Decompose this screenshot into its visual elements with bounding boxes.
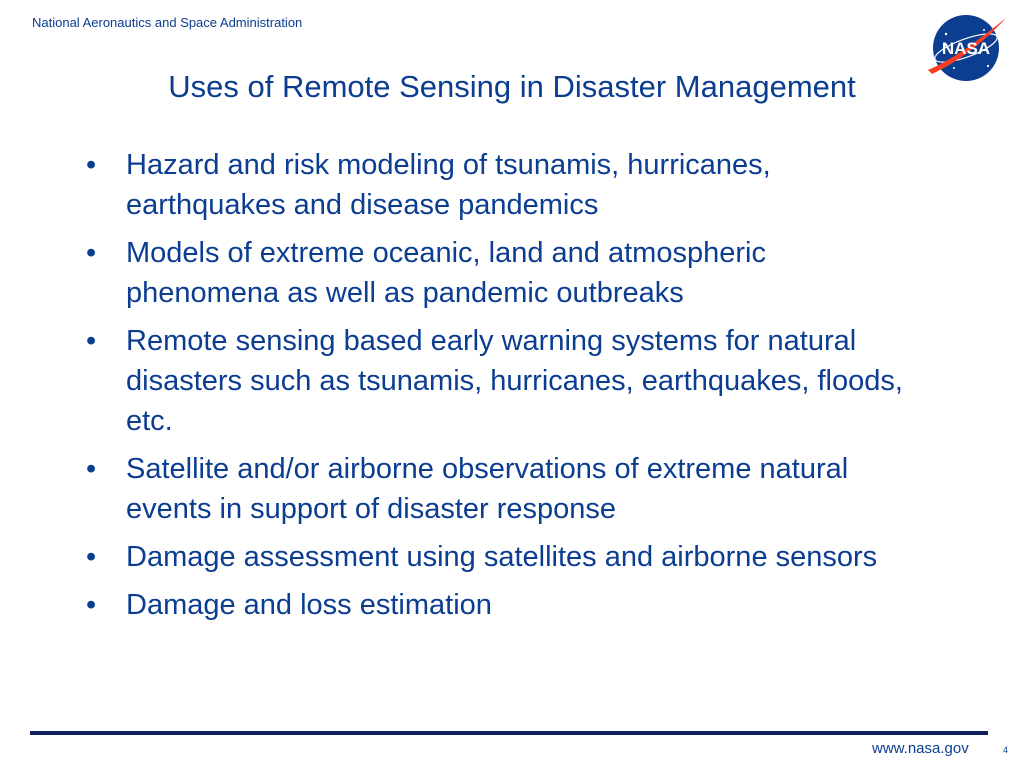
organization-name: National Aeronautics and Space Administration [32,15,303,30]
footer-url: www.nasa.gov [872,740,969,757]
bullet-text: Hazard and risk modeling of tsunamis, hurricanes, earthquakes and disease pandemics [126,149,771,221]
bullet-marker: • [86,149,97,181]
bullet-text: Damage and loss estimation [126,589,492,621]
bullet-text: Models of extreme oceanic, land and atmospheric phenomena as well as pandemic outbreaks [126,237,766,309]
bullet-item [86,537,906,577]
bullet-item [86,233,906,313]
bullet-text: Damage assessment using satellites and airborne sensors [126,541,878,573]
logo-wordmark: NASA [941,39,991,58]
bullet-marker: • [86,453,97,485]
bullet-text: Remote sensing based early warning systems for natural disasters such as tsunamis, hurricanes, earthquakes, floods, etc. [126,325,903,437]
page-number: 4 [1003,745,1009,755]
bullet-item [86,585,906,625]
bullet-item [86,145,906,225]
bullet-marker: • [86,325,97,357]
bullet-text: Satellite and/or airborne observations of extreme natural events in support of disaster response [126,453,849,525]
bullet-marker: • [86,237,97,269]
bullet-marker: • [86,589,97,621]
bullet-item [86,449,906,529]
bullet-marker: • [86,541,97,573]
bullet-list [86,145,906,633]
slide-title: Uses of Remote Sensing in Disaster Management [168,69,856,104]
footer-divider [30,731,988,735]
bullet-item [86,321,906,441]
